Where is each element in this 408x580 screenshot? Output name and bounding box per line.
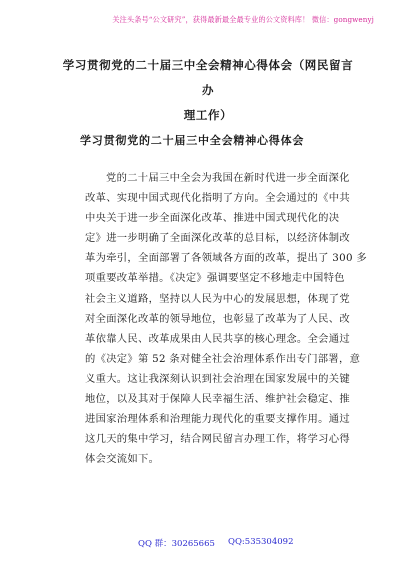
document-title (58, 53, 358, 128)
body-line: 项重要改革举措。《决定》强调要坚定不移地走中国特色 (85, 272, 345, 285)
body-paragraph (85, 168, 368, 469)
header-promo-note: 关注头条号“公文研究”，获得最新最全最专业的公文资料库！ 微信：gongwenyj (112, 15, 374, 24)
body-line: 这几天的集中学习，结合网民留言办理工作，将学习心得 (85, 433, 350, 446)
footer-qq: QQ:535304092 (228, 537, 294, 547)
body-line: 定》进一步明确了全面深化改革的总目标，以经济体制改 (85, 232, 350, 245)
footer-qq-group: QQ 群：30265665 (138, 539, 215, 549)
section-heading: 学习贯彻党的二十届三中全会精神心得体会 (80, 134, 305, 147)
body-line: 地位，以及其对于保障人民幸福生活、维护社会稳定、推 (85, 393, 350, 406)
document-title-line-2: 理工作） (183, 108, 233, 122)
body-line: 体会交流如下。 (85, 453, 160, 466)
body-line: 中央关于进一步全面深化改革、推进中国式现代化的决 (85, 212, 340, 225)
body-line: 进国家治理体系和治理能力现代化的重要支撑作用。通过 (85, 413, 350, 426)
body-line: 党的二十届三中全会为我国在新时代进一步全面深化 (106, 172, 350, 184)
body-line: 的《决定》第 52 条对健全社会治理体系作出专门部署，意 (85, 352, 361, 365)
body-line: 对全面深化改革的领导地位，也彰显了改革为了人民、改 (85, 312, 350, 325)
body-line: 革为牵引，全面部署了各领域各方面的改革，提出了 300 多 (85, 252, 368, 265)
document-title-line-1: 学习贯彻党的二十届三中全会精神心得体会（网民留言办 (62, 58, 354, 97)
body-line: 改革、实现中国式现代化指明了方向。全会通过的《中共 (85, 192, 350, 205)
body-line: 社会主义道路，坚持以人民为中心的发展思想，体现了党 (85, 292, 350, 305)
body-line: 革依靠人民、改革成果由人民共享的核心理念。全会通过 (85, 332, 350, 345)
body-line: 义重大。这让我深刻认识到社会治理在国家发展中的关键 (85, 372, 350, 385)
footer-contacts (0, 537, 408, 551)
